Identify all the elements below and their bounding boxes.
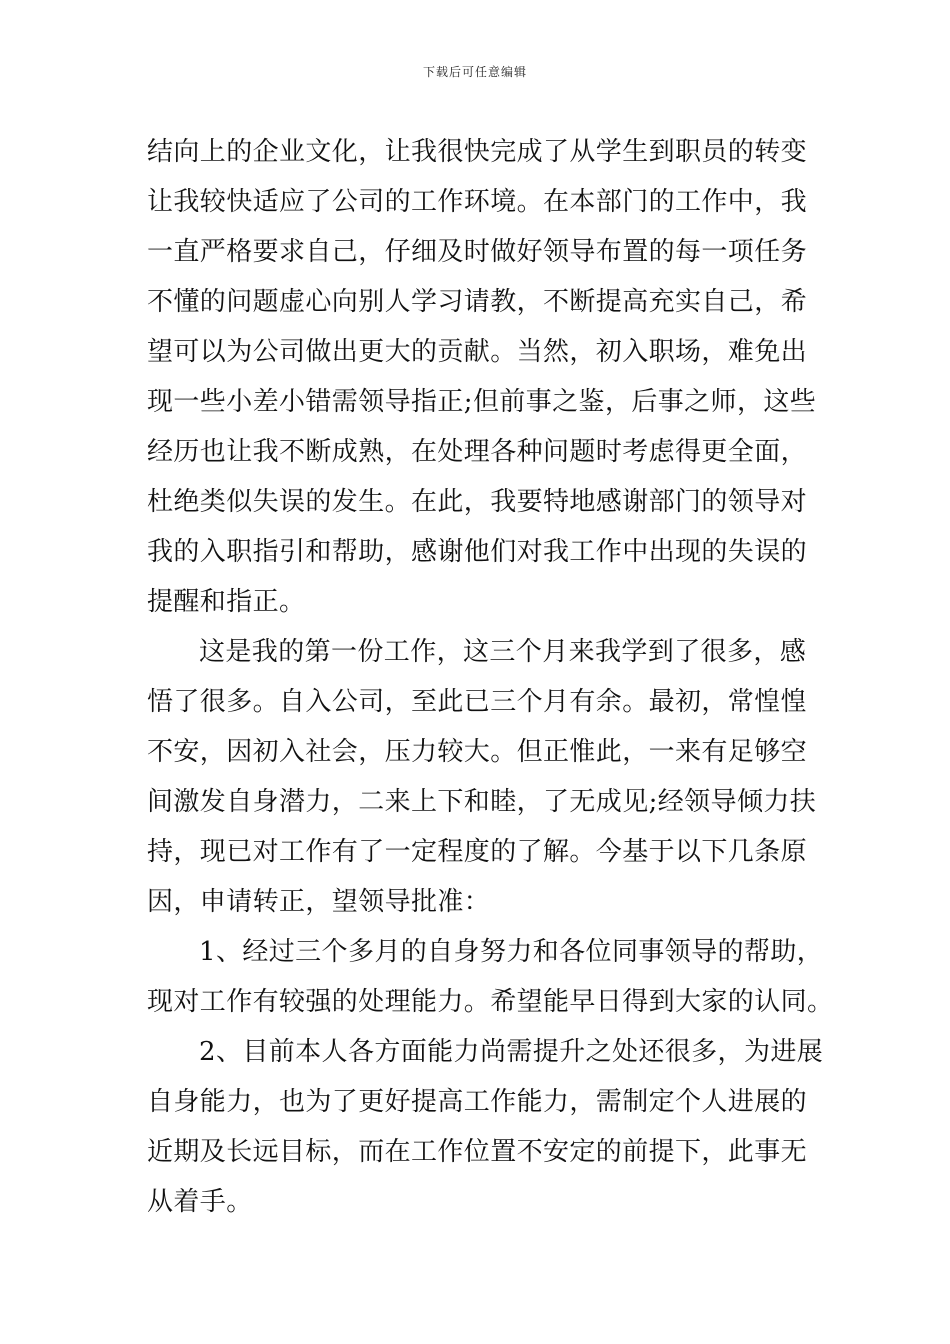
paragraph-start-line: 这是我的第一份工作，这三个月来我学到了很多，感: [199, 637, 807, 667]
text-line: 我的入职指引和帮助，感谢他们对我工作中出现的失误的: [147, 537, 808, 567]
text-line: 提醒和指正。: [147, 587, 306, 617]
text-line: 从着手。: [147, 1187, 253, 1217]
text-line: 自身能力，也为了更好提高工作能力，需制定个人进展的: [147, 1087, 808, 1117]
text-line: 因，申请转正，望领导批准：: [147, 887, 491, 917]
list-item-2-line: 2、目前本人各方面能力尚需提升之处还很多，为进展: [199, 1037, 824, 1067]
text-line: 让我较快适应了公司的工作环境。在本部门的工作中，我: [147, 187, 808, 217]
page-header-note: 下载后可任意编辑: [422, 65, 527, 79]
text-line: 经历也让我不断成熟，在处理各种问题时考虑得更全面，: [147, 437, 808, 467]
text-line: 不懂的问题虚心向别人学习请教，不断提高充实自己，希: [147, 287, 808, 317]
text-line: 不安，因初入社会，压力较大。但正惟此，一来有足够空: [147, 737, 808, 767]
document-body: [147, 127, 834, 1227]
text-line: 持，现已对工作有了一定程度的了解。今基于以下几条原: [147, 837, 808, 867]
text-line: 望可以为公司做出更大的贡献。当然，初入职场，难免出: [147, 337, 808, 367]
text-line: 现一些小差小错需领导指正;但前事之鉴，后事之师，这些: [147, 387, 817, 417]
list-item-1-line: 1、经过三个多月的自身努力和各位同事领导的帮助，: [199, 937, 824, 967]
text-line: 杜绝类似失误的发生。在此，我要特地感谢部门的领导对: [147, 487, 808, 517]
text-line: 结向上的企业文化，让我很快完成了从学生到职员的转变: [147, 137, 808, 167]
text-line: 间激发自身潜力，二来上下和睦，了无成见;经领导倾力扶: [147, 787, 817, 817]
text-line: 一直严格要求自己，仔细及时做好领导布置的每一项任务: [147, 237, 808, 267]
text-line: 悟了很多。自入公司，至此已三个月有余。最初，常惶惶: [147, 687, 808, 717]
text-line: 现对工作有较强的处理能力。希望能早日得到大家的认同。: [147, 987, 834, 1017]
text-line: 近期及长远目标，而在工作位置不安定的前提下，此事无: [147, 1137, 808, 1167]
